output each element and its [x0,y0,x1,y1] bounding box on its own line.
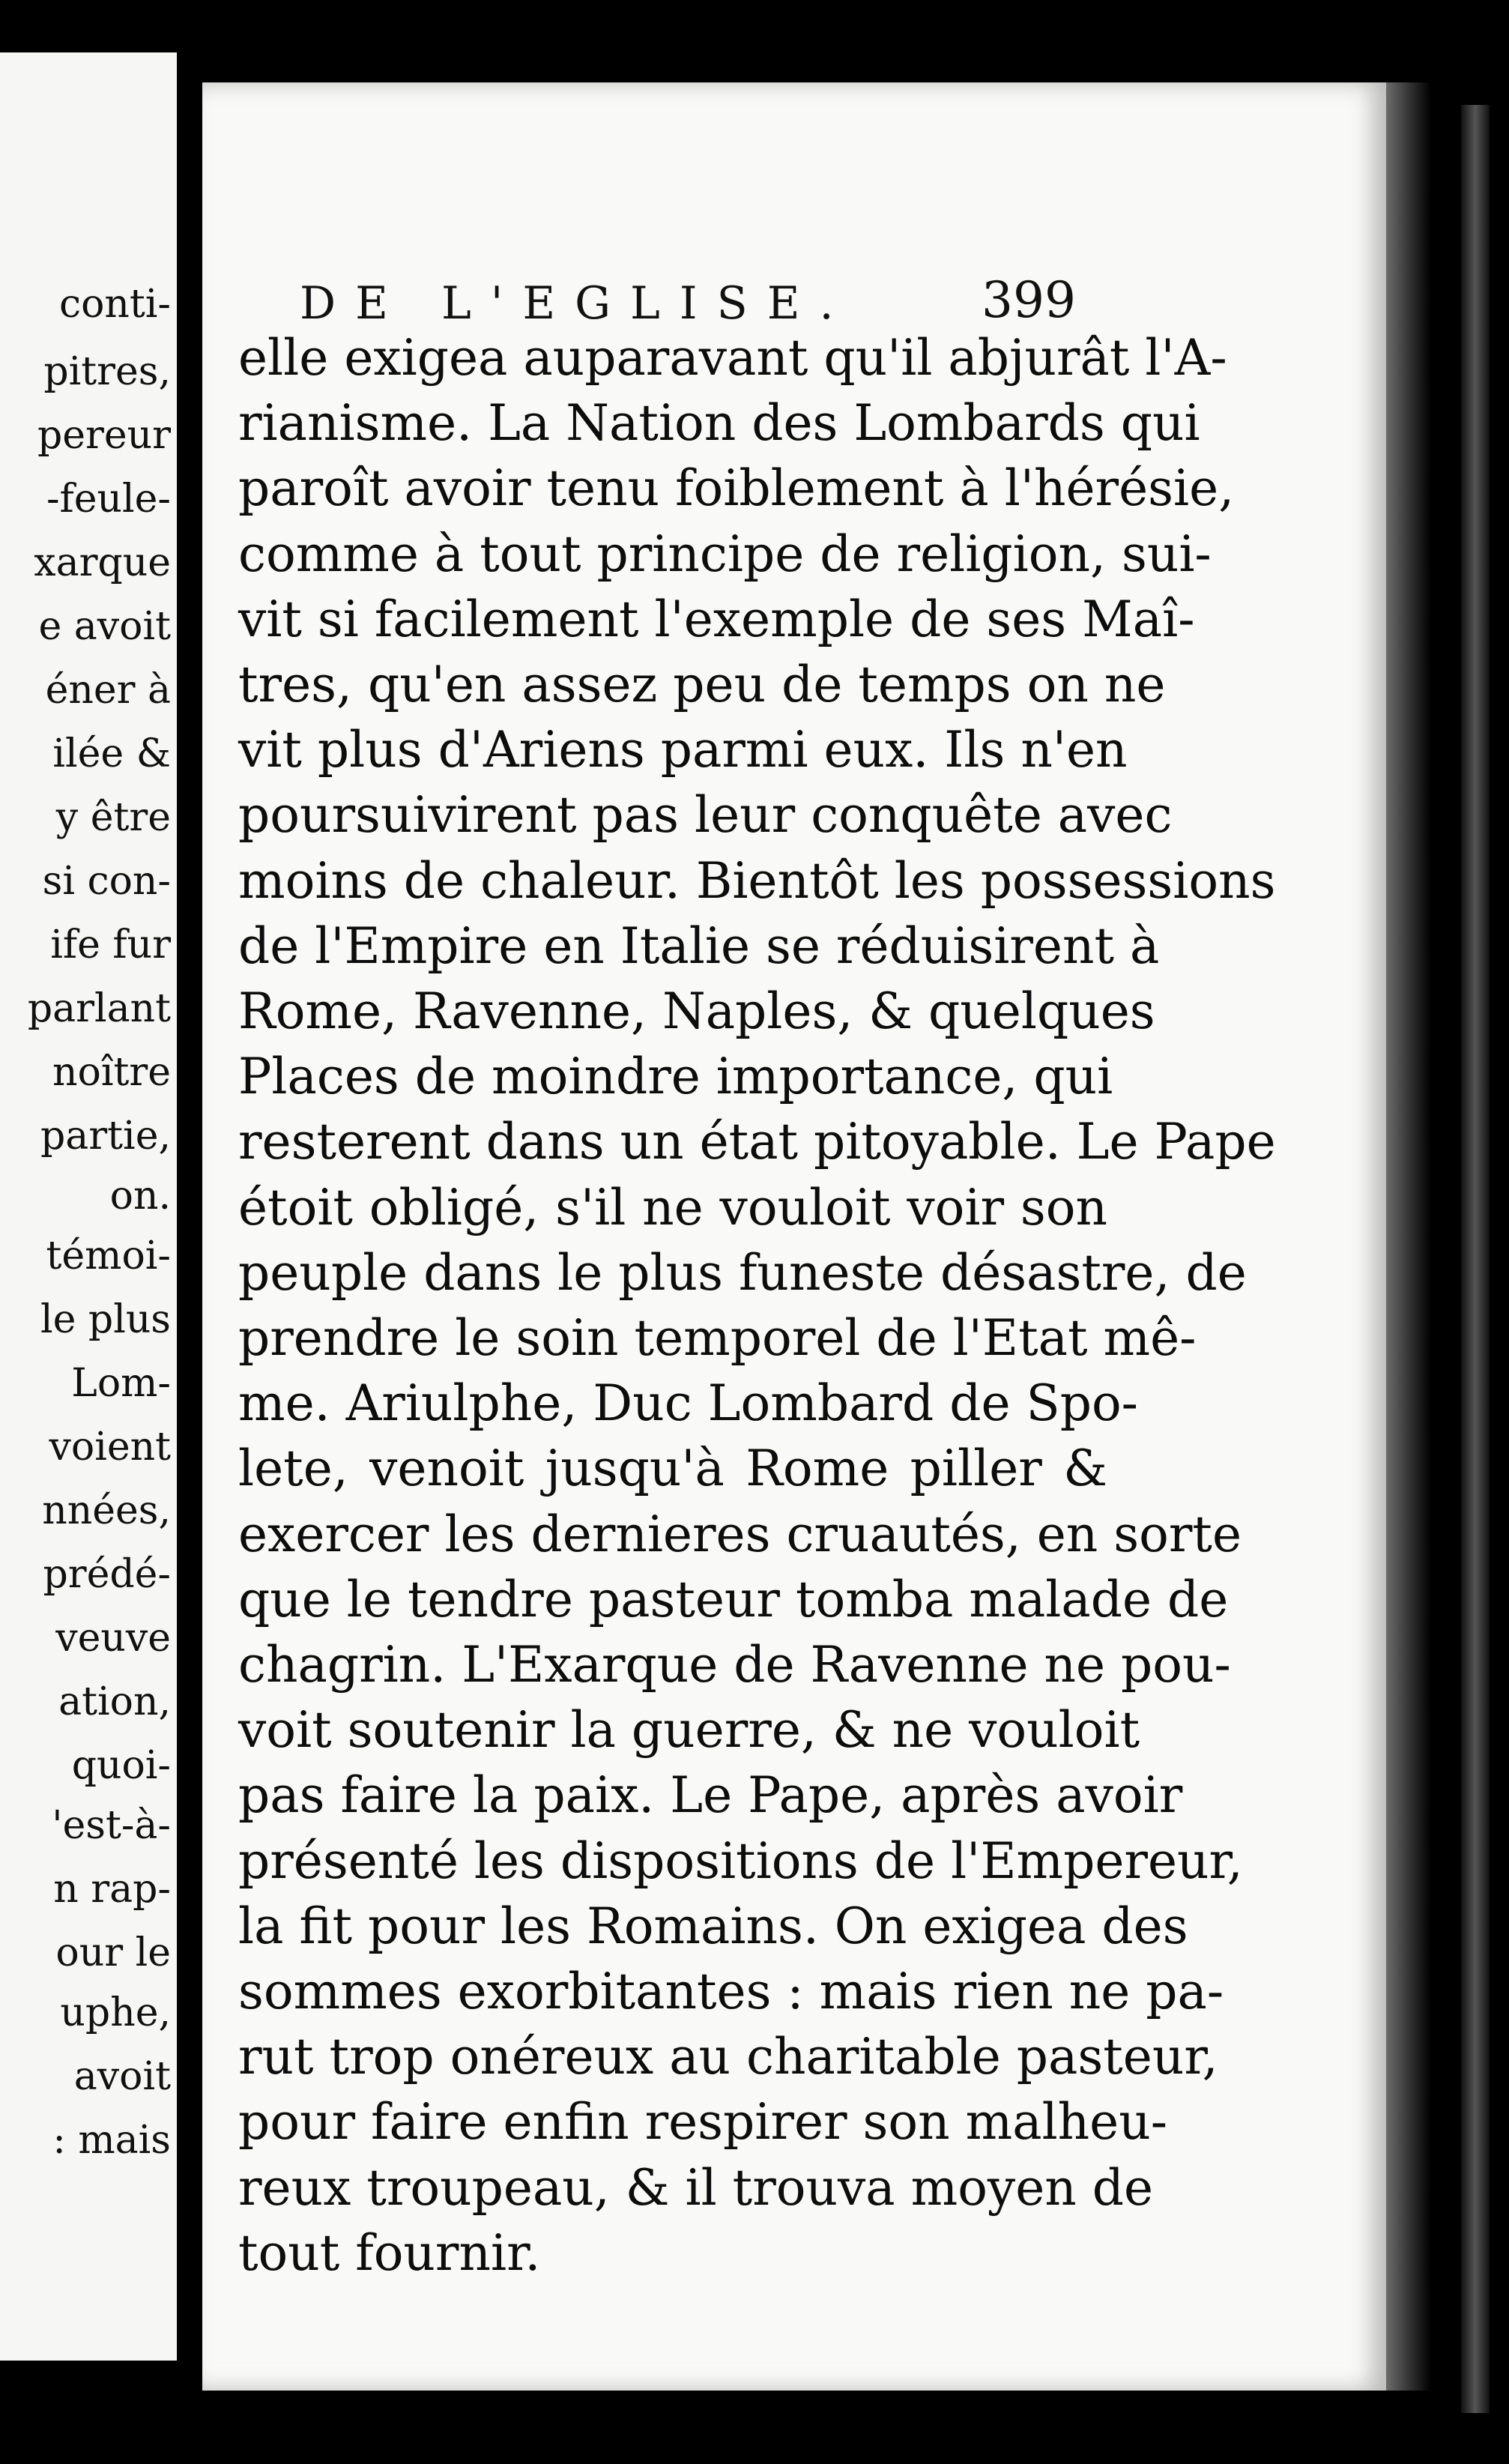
left-page-line: uphe, [60,1990,171,2035]
text-line: reux troupeau, & il trouva moyen de [238,2159,1154,2217]
text-line: resterent dans un état pitoyable. Le Pape [238,1113,1276,1171]
left-page-line: y être [55,795,171,840]
left-page-line: partie, [40,1114,171,1159]
text-line: rut trop onéreux au charitable pasteur, [238,2028,1218,2086]
left-page-line: pereur [37,413,171,458]
text-line: comme à tout principe de religion, sui- [238,525,1212,583]
text-line: tres, qu'en assez peu de temps on ne [238,656,1166,713]
text-line: elle exigea auparavant qu'il abjurât l'A- [238,329,1227,387]
left-page-line: avoit [73,2054,171,2099]
left-page-line: 'est-à- [52,1803,171,1848]
text-line: peuple dans le plus funeste désastre, de [238,1244,1247,1302]
left-page-line: veuve [55,1616,171,1661]
text-line: tout fournir. [238,2224,541,2282]
left-page-line: pitres, [43,349,171,394]
left-page-line: xarque [34,540,171,585]
left-page-line: Lom- [71,1361,171,1406]
text-line: moins de chaleur. Bientôt les possessions [238,852,1276,910]
text-line: sommes exorbitantes : mais rien ne pa- [238,1963,1224,2020]
left-page-line: : mais [52,2118,171,2163]
running-head: DE L'EGLISE. [300,277,853,330]
text-line: paroît avoir tenu foiblement à l'hérésie, [238,459,1235,517]
text-line: vit si facilement l'exemple de ses Maî- [238,591,1195,648]
text-line: poursuivirent pas leur conquête avec [238,786,1173,844]
left-page-line: ation, [58,1679,171,1724]
text-line: Places de moindre importance, qui [238,1048,1113,1105]
text-line: rianisme. La Nation des Lombards qui [238,394,1200,452]
left-page-line: si con- [42,859,171,904]
text-line: pas faire la paix. Le Pape, après avoir [238,1766,1183,1824]
left-page-line: ife fur [50,923,171,967]
text-line: étoit obligé, s'il ne vouloit voir son [238,1179,1107,1236]
left-page-line: le plus [40,1297,171,1342]
left-page-line: on. [109,1174,171,1219]
text-line: Rome, Ravenne, Naples, & quelques [238,982,1155,1040]
left-page-line: ilée & [52,731,171,776]
text-line: pour faire enfin respirer son malheu- [238,2093,1168,2151]
text-line: prendre le soin temporel de l'Etat mê- [238,1309,1197,1367]
text-line: me. Ariulphe, Duc Lombard de Spo- [238,1374,1138,1432]
text-line: exercer les dernieres cruautés, en sorte [238,1506,1242,1563]
previous-page-fragment [0,52,177,2361]
left-page-line: voient [49,1425,171,1470]
text-line: voit soutenir la guerre, & ne vouloit [238,1701,1140,1759]
left-page-line: our le [55,1930,171,1975]
left-page-line: -feule- [46,477,171,522]
text-line: la fit pour les Romains. On exigea des [238,1897,1188,1955]
text-line: que le tendre pasteur tomba malade de [238,1571,1229,1628]
page-number: 399 [982,271,1076,329]
book-edge [1461,105,1490,2413]
left-page-line: noître [52,1050,171,1095]
text-line: de l'Empire en Italie se réduisirent à [238,917,1160,975]
page-edge-shadow [1386,82,1431,2391]
text-line: chagrin. L'Exarque de Ravenne ne pou- [238,1636,1231,1694]
text-line: vit plus d'Ariens parmi eux. Ils n'en [238,721,1128,779]
left-page-line: prédé- [43,1552,171,1597]
left-page-line: témoi- [46,1233,171,1278]
text-line: présenté les dispositions de l'Empereur, [238,1832,1243,1890]
left-page-line: n rap- [53,1867,171,1912]
left-page-line: conti- [58,282,171,327]
left-page-line: nnées, [42,1488,171,1533]
left-page-line: éner à [45,668,171,713]
left-page-line: e avoit [38,604,171,649]
left-page-line: quoi- [71,1743,171,1788]
text-line: lete, venoit jusqu'à Rome piller & [238,1440,1107,1497]
left-page-line: parlant [27,986,171,1031]
